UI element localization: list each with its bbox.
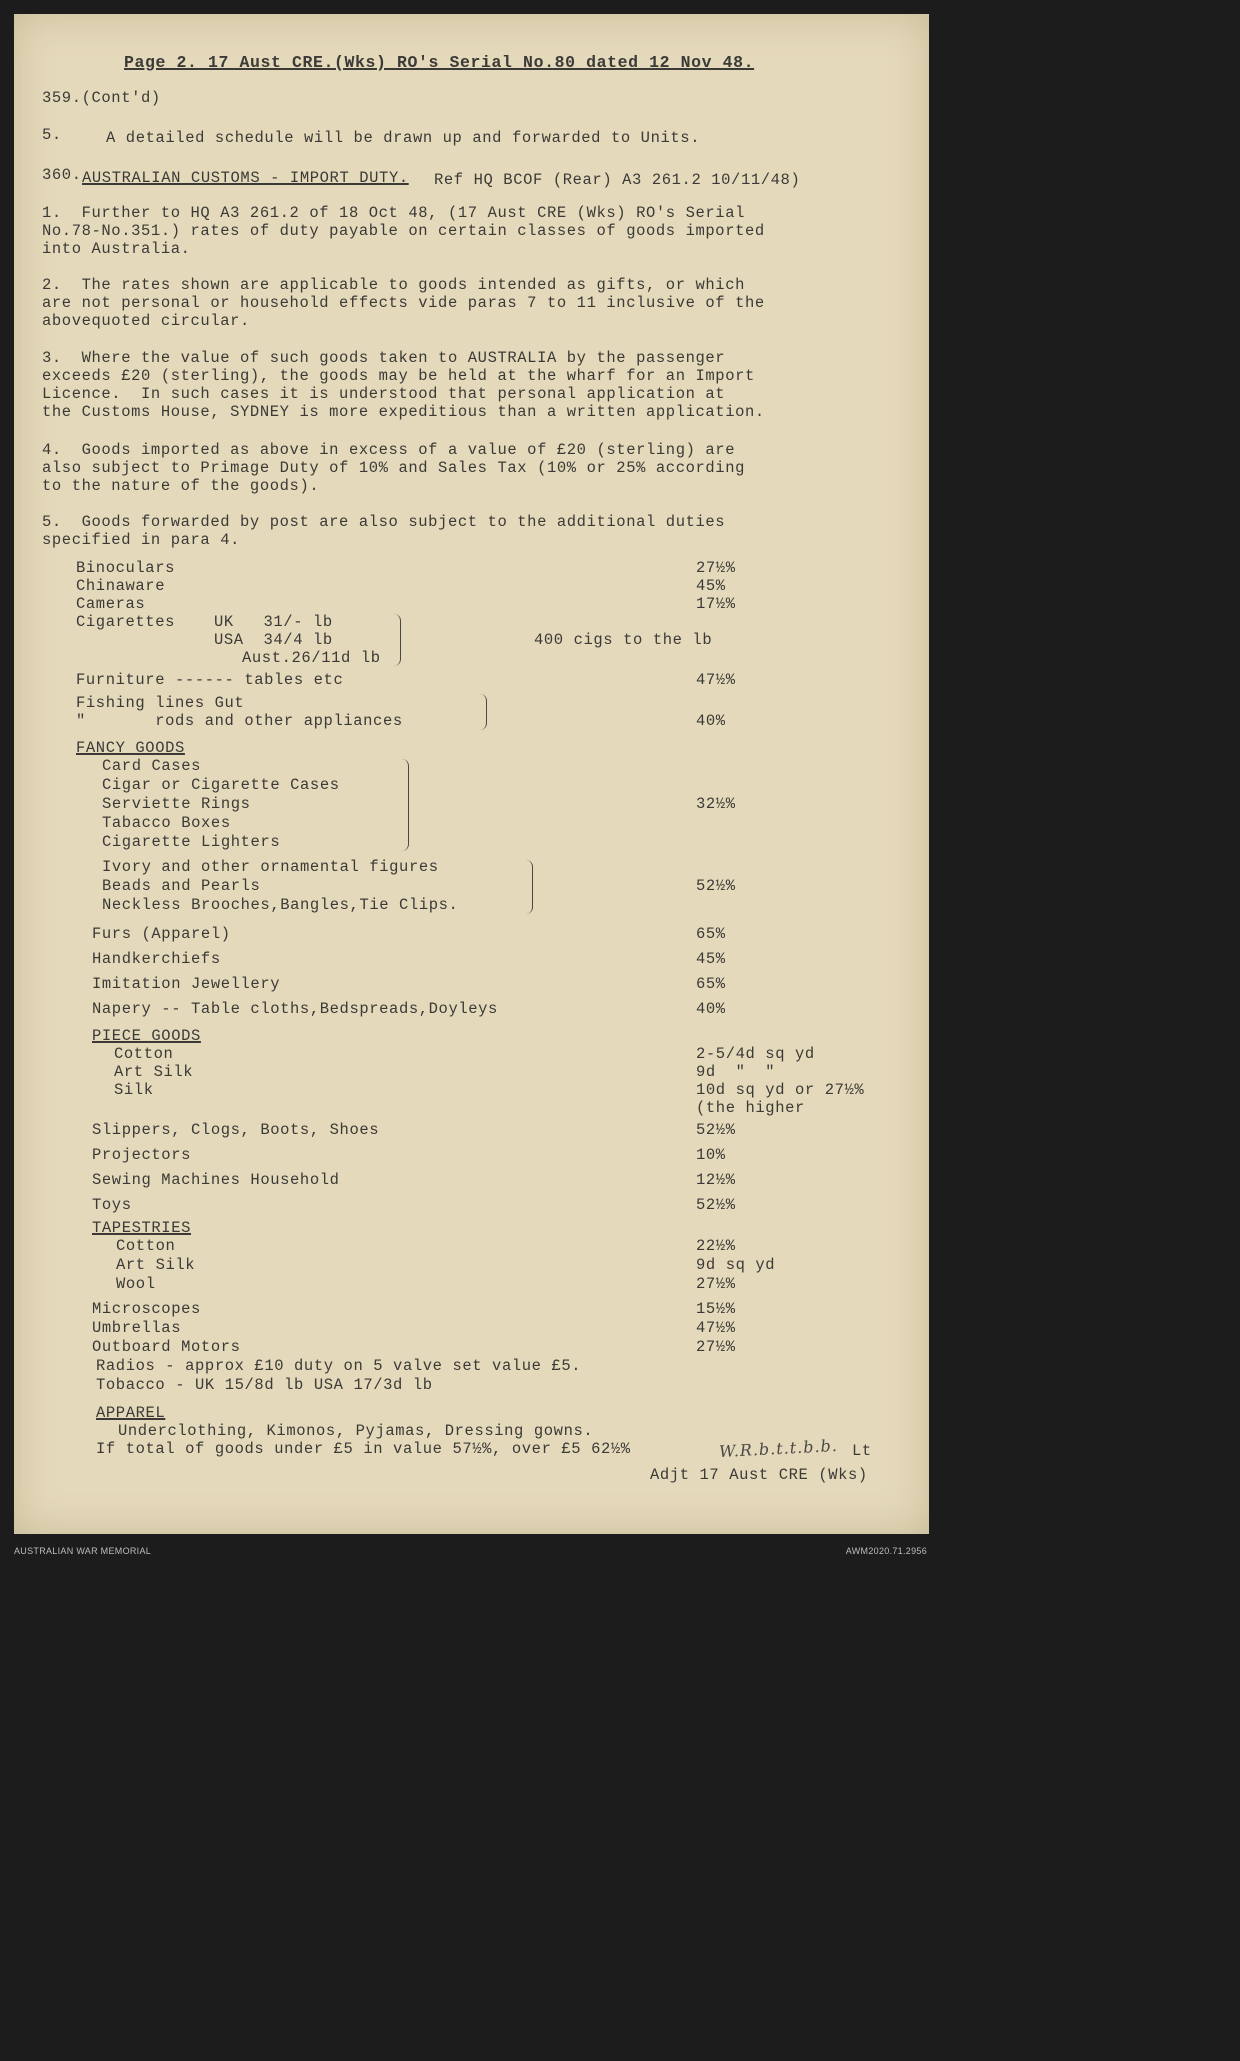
- item-napery: Napery -- Table cloths,Bedspreads,Doyleys: [92, 1000, 498, 1018]
- archive-credit: AUSTRALIAN WAR MEMORIAL: [14, 1546, 152, 1556]
- fancy-item: Serviette Rings: [102, 795, 251, 813]
- item-furniture: Furniture ------ tables etc: [76, 671, 344, 689]
- section-continued: 359.(Cont'd): [42, 89, 161, 107]
- para-2-line-2: are not personal or household effects vide paras 7 to 11 inclusive of the: [42, 294, 765, 312]
- cig-note: 400 cigs to the lb: [534, 631, 713, 649]
- rate-tapestry-wool: 27½%: [696, 1275, 736, 1293]
- section-360-title: AUSTRALIAN CUSTOMS - IMPORT DUTY.: [82, 169, 409, 187]
- rate-art-silk: 9d " ": [696, 1063, 776, 1081]
- rate-cameras: 17½%: [696, 595, 736, 613]
- apparel-line-2: If total of goods under £5 in value 57½%, over £5 62½%: [96, 1440, 631, 1458]
- signatory-rank: Lt: [852, 1442, 872, 1460]
- para-5-number: 5.: [42, 126, 62, 144]
- ornament-item: Ivory and other ornamental figures: [102, 858, 439, 876]
- rate-chinaware: 45%: [696, 577, 726, 595]
- para-3-line-3: Licence. In such cases it is understood that personal application at: [42, 385, 726, 403]
- item-fishing-1: Fishing lines Gut: [76, 694, 245, 712]
- page-header: Page 2. 17 Aust CRE.(Wks) RO's Serial No.80 dated 12 Nov 48.: [124, 53, 755, 72]
- para-4-line-1: 4. Goods imported as above in excess of a value of £20 (sterling) are: [42, 441, 736, 459]
- fancy-item: Card Cases: [102, 757, 202, 775]
- para-3-line-1: 3. Where the value of such goods taken to AUSTRALIA by the passenger: [42, 349, 726, 367]
- item-tapestry-art-silk: Art Silk: [116, 1256, 196, 1274]
- cig-uk: UK 31/- lb: [214, 613, 333, 631]
- para-2-line-1: 2. The rates shown are applicable to goods intended as gifts, or which: [42, 276, 746, 294]
- rate-umbrellas: 47½%: [696, 1319, 736, 1337]
- item-projectors: Projectors: [92, 1146, 192, 1164]
- rate-furs: 65%: [696, 925, 726, 943]
- para-2-line-3: abovequoted circular.: [42, 312, 250, 330]
- rate-projectors: 10%: [696, 1146, 726, 1164]
- para-5-text: A detailed schedule will be drawn up and forwarded to Units.: [106, 129, 701, 147]
- item-furs: Furs (Apparel): [92, 925, 231, 943]
- item-footwear: Slippers, Clogs, Boots, Shoes: [92, 1121, 380, 1139]
- item-cameras: Cameras: [76, 595, 146, 613]
- item-microscopes: Microscopes: [92, 1300, 201, 1318]
- signatory-title: Adjt 17 Aust CRE (Wks): [650, 1466, 868, 1484]
- rate-microscopes: 15½%: [696, 1300, 736, 1318]
- brace: [480, 694, 487, 730]
- para-3-line-4: the Customs House, SYDNEY is more expeditious than a written application.: [42, 403, 765, 421]
- item-radios: Radios - approx £10 duty on 5 valve set value £5.: [96, 1357, 582, 1375]
- item-tapestry-cotton: Cotton: [116, 1237, 176, 1255]
- para-1-line-1: 1. Further to HQ A3 261.2 of 18 Oct 48, (17 Aust CRE (Wks) RO's Serial: [42, 204, 746, 222]
- fancy-item: Tabacco Boxes: [102, 814, 231, 832]
- handwritten-signature: W.R.b.t.t.b.b.: [718, 1435, 839, 1462]
- rate-ornament: 52½%: [696, 877, 736, 895]
- section-360-number: 360.: [42, 166, 82, 184]
- item-tapestry-wool: Wool: [116, 1275, 156, 1293]
- item-umbrellas: Umbrellas: [92, 1319, 182, 1337]
- para-3-line-2: exceeds £20 (sterling), the goods may be held at the wharf for an Import: [42, 367, 755, 385]
- item-handkerchiefs: Handkerchiefs: [92, 950, 221, 968]
- rate-imitation-jewellery: 65%: [696, 975, 726, 993]
- item-silk: Silk: [114, 1081, 154, 1099]
- item-art-silk: Art Silk: [114, 1063, 194, 1081]
- rate-furniture: 47½%: [696, 671, 736, 689]
- apparel-line-1: Underclothing, Kimonos, Pyjamas, Dressing gowns.: [118, 1422, 594, 1440]
- item-sewing-machines: Sewing Machines Household: [92, 1171, 340, 1189]
- rate-handkerchiefs: 45%: [696, 950, 726, 968]
- fancy-goods-heading: FANCY GOODS: [76, 739, 185, 757]
- rate-napery: 40%: [696, 1000, 726, 1018]
- item-cigarettes: Cigarettes: [76, 613, 176, 631]
- item-toys: Toys: [92, 1196, 132, 1214]
- cig-aust: Aust.26/11d lb: [242, 649, 381, 667]
- item-imitation-jewellery: Imitation Jewellery: [92, 975, 281, 993]
- rate-tapestry-art-silk: 9d sq yd: [696, 1256, 776, 1274]
- para-5b-line-1: 5. Goods forwarded by post are also subject to the additional duties: [42, 513, 726, 531]
- item-cotton: Cotton: [114, 1045, 174, 1063]
- rate-toys: 52½%: [696, 1196, 736, 1214]
- tapestries-heading: TAPESTRIES: [92, 1219, 192, 1237]
- item-chinaware: Chinaware: [76, 577, 166, 595]
- rate-tapestry-cotton: 22½%: [696, 1237, 736, 1255]
- para-4-line-3: to the nature of the goods).: [42, 477, 320, 495]
- fancy-item: Cigarette Lighters: [102, 833, 281, 851]
- fancy-item: Cigar or Cigarette Cases: [102, 776, 340, 794]
- brace: [526, 860, 533, 914]
- rate-silk-note: (the higher: [696, 1099, 805, 1117]
- ornament-item: Beads and Pearls: [102, 877, 261, 895]
- brace: [402, 759, 409, 851]
- rate-cotton: 2-5/4d sq yd: [696, 1045, 815, 1063]
- rate-silk: 10d sq yd or 27½%: [696, 1081, 865, 1099]
- rate-fishing: 40%: [696, 712, 726, 730]
- apparel-heading: APPAREL: [96, 1404, 166, 1422]
- rate-outboard-motors: 27½%: [696, 1338, 736, 1356]
- section-360-reference: Ref HQ BCOF (Rear) A3 261.2 10/11/48): [434, 171, 801, 189]
- item-fishing-2: " rods and other appliances: [76, 712, 403, 730]
- item-binoculars: Binoculars: [76, 559, 176, 577]
- item-outboard-motors: Outboard Motors: [92, 1338, 241, 1356]
- para-5b-line-2: specified in para 4.: [42, 531, 241, 549]
- rate-sewing-machines: 12½%: [696, 1171, 736, 1189]
- rate-fancy: 32½%: [696, 795, 736, 813]
- para-1-line-2: No.78-No.351.) rates of duty payable on certain classes of goods imported: [42, 222, 765, 240]
- rate-footwear: 52½%: [696, 1121, 736, 1139]
- archive-reference: AWM2020.71.2956: [845, 1546, 927, 1556]
- para-1-line-3: into Australia.: [42, 240, 191, 258]
- document-page: [14, 14, 929, 1534]
- brace: [394, 614, 401, 666]
- item-tobacco: Tobacco - UK 15/8d lb USA 17/3d lb: [96, 1376, 433, 1394]
- rate-binoculars: 27½%: [696, 559, 736, 577]
- piece-goods-heading: PIECE GOODS: [92, 1027, 201, 1045]
- cig-usa: USA 34/4 lb: [214, 631, 333, 649]
- para-4-line-2: also subject to Primage Duty of 10% and Sales Tax (10% or 25% according: [42, 459, 746, 477]
- ornament-item: Neckless Brooches,Bangles,Tie Clips.: [102, 896, 459, 914]
